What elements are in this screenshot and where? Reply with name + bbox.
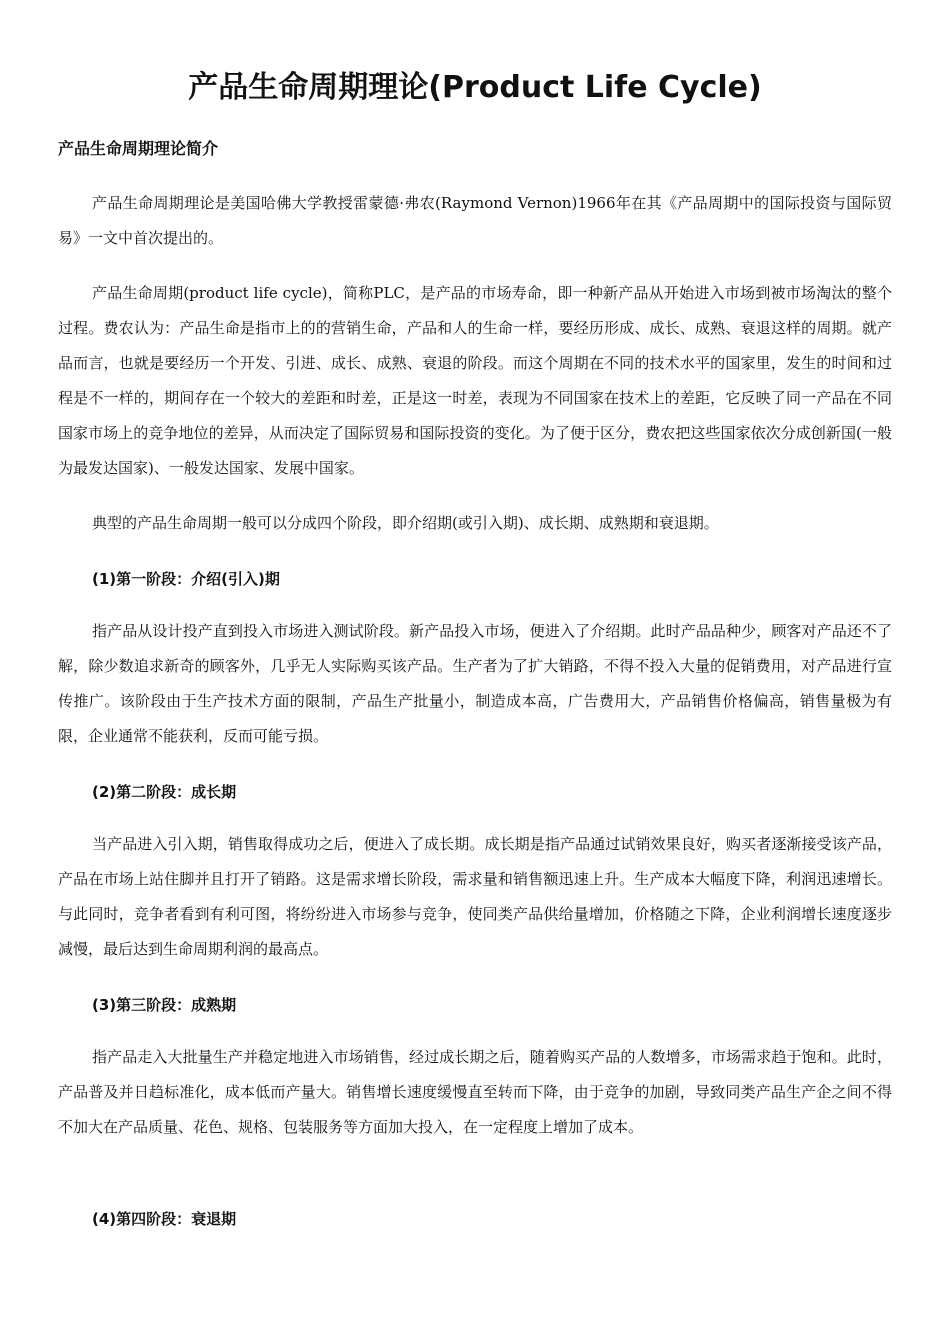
stage-2-text: 当产品进入引入期，销售取得成功之后，便进入了成长期。成长期是指产品通过试销效果良好，购买者逐渐接受该产品，产品在市场上站住脚并且打开了销路。这是需求增长阶段，需求量和销售额迅速上升。生产成本大幅度下降，利润迅速增长。与此同时，竞争者看到有利可图，将纷纷进入市场参与竞争，使同类产品供给量增加，价格随之下降，企业利润增长速度逐步减慢，最后达到生命周期利润的最高点。 (58, 835, 892, 958)
stage-1-text: 指产品从设计投产直到投入市场进入测试阶段。新产品投入市场，便进入了介绍期。此时产品品种少，顾客对产品还不了解，除少数追求新奇的顾客外，几乎无人实际购买该产品。生产者为了扩大销路，不得不投入大量的促销费用，对产品进行宣传推广。该阶段由于生产技术方面的限制，产品生产批量小，制造成本高，广告费用大，产品销售价格偏高，销售量极为有限，企业通常不能获利，反而可能亏损。 (58, 622, 892, 745)
stage-3-text: 指产品走入大批量生产并稳定地进入市场销售，经过成长期之后，随着购买产品的人数增多，市场需求趋于饱和。此时，产品普及并日趋标准化，成本低而产量大。销售增长速度缓慢直至转而下降，由于竞争的加剧，导致同类产品生产企之间不得不加大在产品质量、花色、规格、包装服务等方面加大投入，在一定程度上增加了成本。 (58, 1048, 892, 1136)
document-title: 产品生命周期理论(Product Life Cycle) (188, 70, 762, 105)
paragraph-definition: 产品生命周期(product life cycle)，简称PLC，是产品的市场寿命，即一种新产品从开始进入市场到被市场淘汰的整个过程。费农认为：产品生命是指市上的的营销生命，产品和人的生命一样，要经历形成、成长、成熟、衰退这样的周期。就产品而言，也就是要经历一个开发、引进、成长、成熟、衰退的阶段。而这个周期在不同的技术水平的国家里，发生的时间和过程是不一样的，期间存在一个较大的差距和时差，正是这一时差，表现为不同国家在技术上的差距，它反映了同一产品在不同国家市场上的竞争地位的差异，从而决定了国际贸易和国际投资的变化。为了便于区分，费农把这些国家依次分成创新国(一般为最发达国家)、一般发达国家、发展中国家。 (58, 284, 892, 477)
paragraph-intro: 产品生命周期理论是美国哈佛大学教授雷蒙德·弗农(Raymond Vernon)1966年在其《产品周期中的国际投资与国际贸易》一文中首次提出的。 (58, 194, 892, 247)
stage-4-heading: (4)第四阶段：衰退期 (92, 1210, 237, 1228)
section-heading: 产品生命周期理论简介 (58, 139, 219, 158)
paragraph-stages-overview: 典型的产品生命周期一般可以分成四个阶段，即介绍期(或引入期)、成长期、成熟期和衰退期。 (92, 514, 719, 532)
stage-2-heading: (2)第二阶段：成长期 (92, 783, 237, 801)
stage-1-heading: (1)第一阶段：介绍(引入)期 (92, 570, 280, 588)
stage-3-heading: (3)第三阶段：成熟期 (92, 996, 237, 1014)
